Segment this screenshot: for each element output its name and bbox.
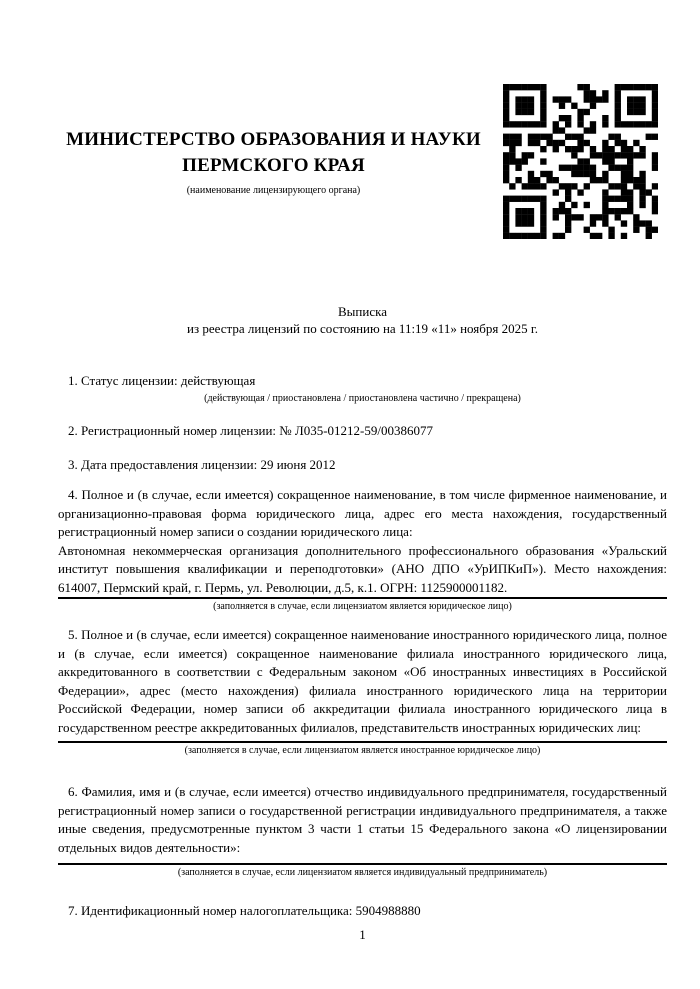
document-title-line2: из реестра лицензий по состоянию на 11:19 «11» ноября 2025 г. xyxy=(187,321,538,336)
blank-field-line-entrepreneur xyxy=(58,863,667,865)
item-foreign-legal-entity xyxy=(58,626,667,757)
individual-entrepreneur-caption: (заполняется в случае, если лицензиатом является индивидуальный предприниматель) xyxy=(177,867,548,878)
foreign-legal-entity-caption: (заполняется в случае, если лицензиатом является иностранное юридическое лицо) xyxy=(184,745,541,756)
ministry-name-line2: ПЕРМСКОГО КРАЯ xyxy=(182,154,365,176)
item-license-status xyxy=(58,372,667,405)
legal-entity-label: 4. Полное и (в случае, если имеется) сокращенное наименование, в том числе фирменное наименование, и организационно-правовая форма юридического лица, адрес его места нахождения, государственный регистрационный номер записи о создании юридического лица: xyxy=(58,487,667,539)
legal-entity-caption: (заполняется в случае, если лицензиатом является юридическое лицо) xyxy=(213,601,512,612)
taxpayer-number-text: 7. Идентификационный номер налогоплательщика: 5904988880 xyxy=(68,903,421,918)
item-legal-entity xyxy=(58,486,667,613)
legal-entity-value: Автономная некоммерческая организация дополнительного профессионального образования «Уральский институт повышения квалификации и переподготовки» (АНО ДПО «УрИПКиП»). Место нахождения: 614007, Пермский край, г. Пермь, ул. Революции, д.5, к.1. ОГРН: 1125900001182. xyxy=(58,542,667,595)
blank-field-line-foreign-entity xyxy=(58,741,667,743)
licensing-authority-caption: (наименование лицензирующего органа) xyxy=(186,184,361,196)
document-title-line1: Выписка xyxy=(338,304,387,319)
licensing-authority-block xyxy=(58,127,503,197)
license-status-text: 1. Статус лицензии: действующая xyxy=(68,373,256,388)
document-title xyxy=(58,303,667,337)
individual-entrepreneur-label: 6. Фамилия, имя и (в случае, если имеется) отчество индивидуального предпринимателя, государственный регистрационный номер записи о государственной регистрации индивидуального предпринимателя, а также иные сведения, предусмотренные пунктом 3 части 1 статьи 15 Федерального закона «О лицензировании отдельных видов деятельности»: xyxy=(58,784,667,855)
item-registration-number xyxy=(58,422,667,441)
registration-number-text: 2. Регистрационный номер лицензии: № Л035-01212-59/00386077 xyxy=(68,423,434,438)
document-header xyxy=(58,0,667,239)
ministry-name-line1: МИНИСТЕРСТВО ОБРАЗОВАНИЯ И НАУКИ xyxy=(66,128,481,150)
blank-field-line-legal-entity xyxy=(58,597,667,599)
item-individual-entrepreneur xyxy=(58,783,667,879)
item-taxpayer-number xyxy=(58,902,667,921)
foreign-legal-entity-label: 5. Полное и (в случае, если имеется) сокращенное наименование иностранного юридического лица, полное и (в случае, если имеется) сокращенное наименование филиала иностранного юридического лица, аккредитованного в соответствии с Федеральным законом «Об иностранных инвестициях в Российской Федерации», адрес (место нахождения) филиала иностранного юридического лица на территории Российской Федерации, номер записи об аккредитации филиала иностранного юридического лица в государственном реестре аккредитованных филиалов, представительств иностранных юридических лиц: xyxy=(58,627,667,735)
item-license-grant-date xyxy=(58,456,667,475)
document-body xyxy=(58,372,667,921)
license-status-options-caption: (действующая / приостановлена / приостановлена частично / прекращена) xyxy=(204,392,521,404)
qr-code-icon xyxy=(503,84,658,239)
license-grant-date-text: 3. Дата предоставления лицензии: 29 июня 2012 xyxy=(68,456,336,472)
page-number: 1 xyxy=(359,927,366,942)
